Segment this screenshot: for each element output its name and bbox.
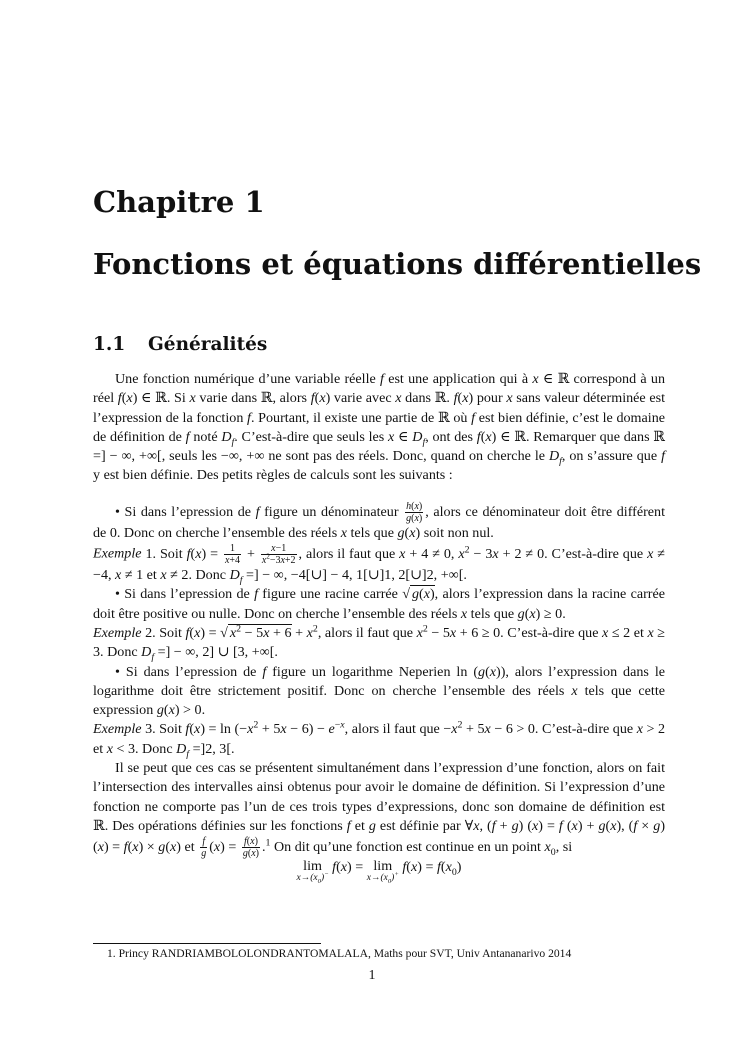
chapter-number-label: Chapitre 1 (93, 185, 265, 219)
example-1-label: Exemple (93, 545, 142, 562)
example-2 (93, 624, 665, 663)
example-2-label: Exemple (93, 624, 142, 641)
section-number: 1.1 (93, 334, 126, 355)
section-heading (93, 331, 267, 359)
bullet2-rendered: • Si dans l’epression de f figure une racine carrée √ g(x), alors l’expression dans la racine carrée doit être positive ou nulle. Donc on cherche l’ensemble des réels x tels que g(x) ≥ 0. (93, 586, 665, 622)
body-text (93, 370, 665, 884)
example1-rendered: 1. Soit f(x) = $\frac{1}{x+4}$ + $\frac{x-1}{x^2-3x+2}$ , alors il faut que x + 4 ≠ 0, $x^2 - 3x + 2 \ne 0$. C’est-à-dire que x ≠ −4, x ≠ 1 et x ≠ 2. Donc $D_f$ =] − ∞, −4[∪] − 4, 1[∪]1, 2[∪]2, +∞[. (93, 543, 665, 586)
intro-paragraph (93, 370, 665, 486)
page-number: 1 (368, 968, 376, 983)
display-rendered: lim $x\to(x_0)^-$ f(x) = lim $x\to(x_0)^+$ $f(x) = f(x_0)$ (296, 858, 462, 886)
example2-rendered: 2. Soit f(x) = √ $x^2 - 5x + 6 + x^2$, alors il faut que $x^2 - 5x + 6 \ge 0$. C’est-à-dire que x ≤ 2 et x ≥ 3. Donc $D_f$ =] − ∞, 2] ∪ [3, +∞[. (93, 623, 666, 664)
footnote: 1. Princy RANDRIAMBOLOLONDRANTOMALALA, Maths pour SVT, Univ Antananarivo 2014 (107, 947, 572, 960)
closing-rendered: Il se peut que ces cas se présentent simultanément dans l’expression d’une fonction, alors on fait l’intersection des intervalles ainsi obtenus pour avoir le domaine de définition. Si l’expression d’une fonction ne comporte pas l’un de ces trois types d’expressions, donc son domaine de définition est ℝ. Des opérations définies sur les fonctions f et g est définie par ∀x, (f + g) (x) = f (x) + g(x), (f × g)(x) = f(x) × g(x) et $\frac{f}{g}$ (x) = $\frac{f(x)}{g(x)}$ .$^1$ On dit qu’une fonction est continue en un point $x_0$, si (93, 760, 666, 860)
section-title: Généralités (148, 334, 268, 355)
chapter-title: Fonctions et équations différentielles (93, 247, 702, 281)
bullet-square-root (93, 585, 665, 624)
example-3-label: Exemple (93, 721, 142, 738)
continuity-equation (93, 859, 665, 884)
bullet-denominator (93, 501, 665, 543)
example3-rendered: 3. Soit $f(x) = \ln (-x^2 + 5x - 6) - e^{-x}$, alors il faut que $-x^2 + 5x - 6 > 0$. C’est-à-dire que x > 2 et x < 3. Donc $D_f =]2$, 3[. (93, 719, 666, 760)
closing-paragraph (93, 759, 665, 859)
example-3 (93, 720, 665, 759)
bullet-logarithm (93, 663, 665, 721)
intro-rendered: Une fonction numérique d’une variable réelle f est une application qui à x ∈ ℝ correspond à un réel f(x) ∈ ℝ. Si x varie dans ℝ, alors f(x) varie avec x dans ℝ. f(x) pour x sans valeur déterminée est l’expression de la fonction f. Pourtant, il existe une partie de ℝ où f est bien définie, c’est le domaine de définition de f noté $D_f$. C’est-à-dire que seuls les x ∈ $D_f$, ont des f(x) ∈ ℝ. Remarquer que dans ℝ =] − ∞, +∞[, seuls les −∞, +∞ ne sont pas des réels. Donc, quand on cherche le $D_f$, on s’assure que f y est bien définie. Des petits règles de calculs sont les suivants : (93, 371, 666, 484)
bullet1-rendered: • Si dans l’epression de f figure un dénominateur $\frac{h(x)}{g(x)}$ , alors ce dénominateur doit être différent de 0. Donc on cherche l’ensemble des réels x tels que g(x) soit non nul. (93, 500, 666, 541)
bullet3-rendered: • Si dans l’epression de f figure un logarithme Neperien ln (g(x)), alors l’expression dans le logarithme doit être strictement positif. Donc on cherche l’ensemble des réels x tels que cette expression g(x) > 0. (93, 663, 666, 719)
example-1 (93, 543, 665, 585)
footnote-rule (93, 943, 321, 944)
